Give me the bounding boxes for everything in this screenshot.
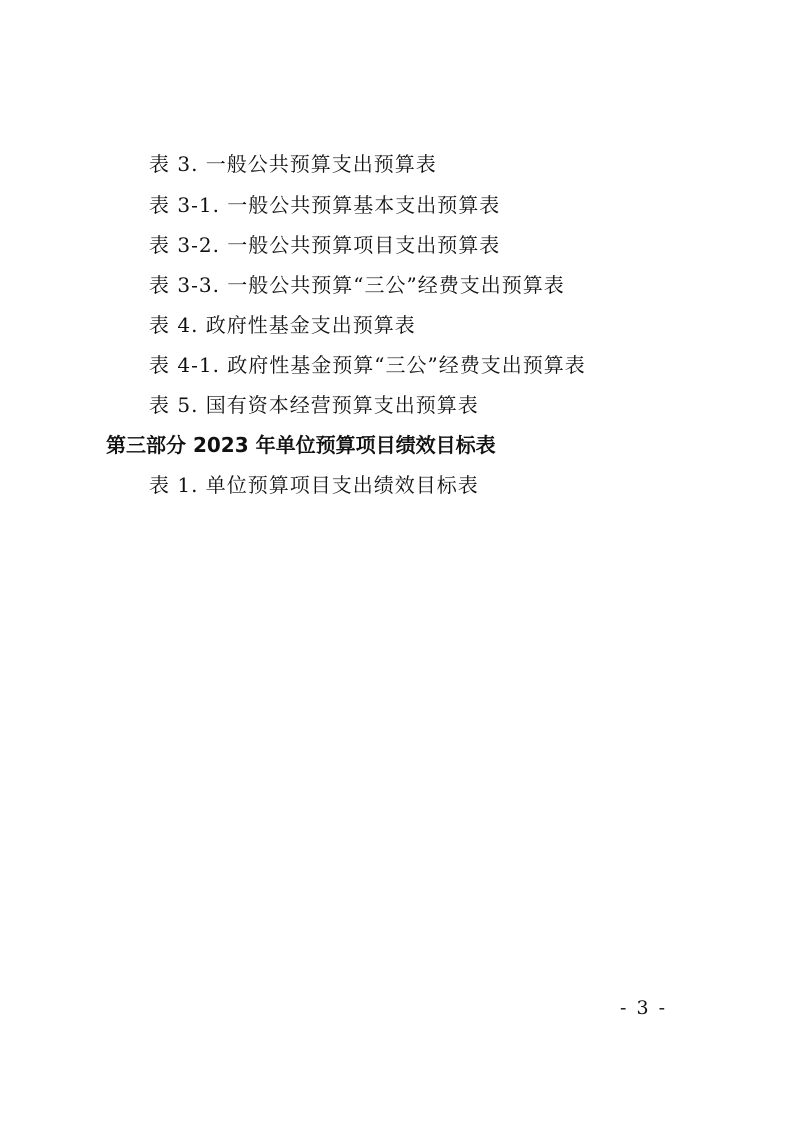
toc-item: 表 4. 政府性基金支出预算表 <box>149 313 416 337</box>
toc-item: 表 5. 国有资本经营预算支出预算表 <box>149 393 479 417</box>
toc-item: 表 3-3. 一般公共预算“三公”经费支出预算表 <box>149 273 565 297</box>
page-number: - 3 - <box>620 997 668 1019</box>
section-heading: 第三部分 2023 年单位预算项目绩效目标表 <box>106 433 496 457</box>
toc-item: 表 3. 一般公共预算支出预算表 <box>149 152 437 176</box>
toc-item: 表 3-1. 一般公共预算基本支出预算表 <box>149 193 501 217</box>
toc-item: 表 4-1. 政府性基金预算“三公”经费支出预算表 <box>149 353 586 377</box>
toc-item: 表 3-2. 一般公共预算项目支出预算表 <box>149 233 501 257</box>
toc-item: 表 1. 单位预算项目支出绩效目标表 <box>149 473 479 497</box>
